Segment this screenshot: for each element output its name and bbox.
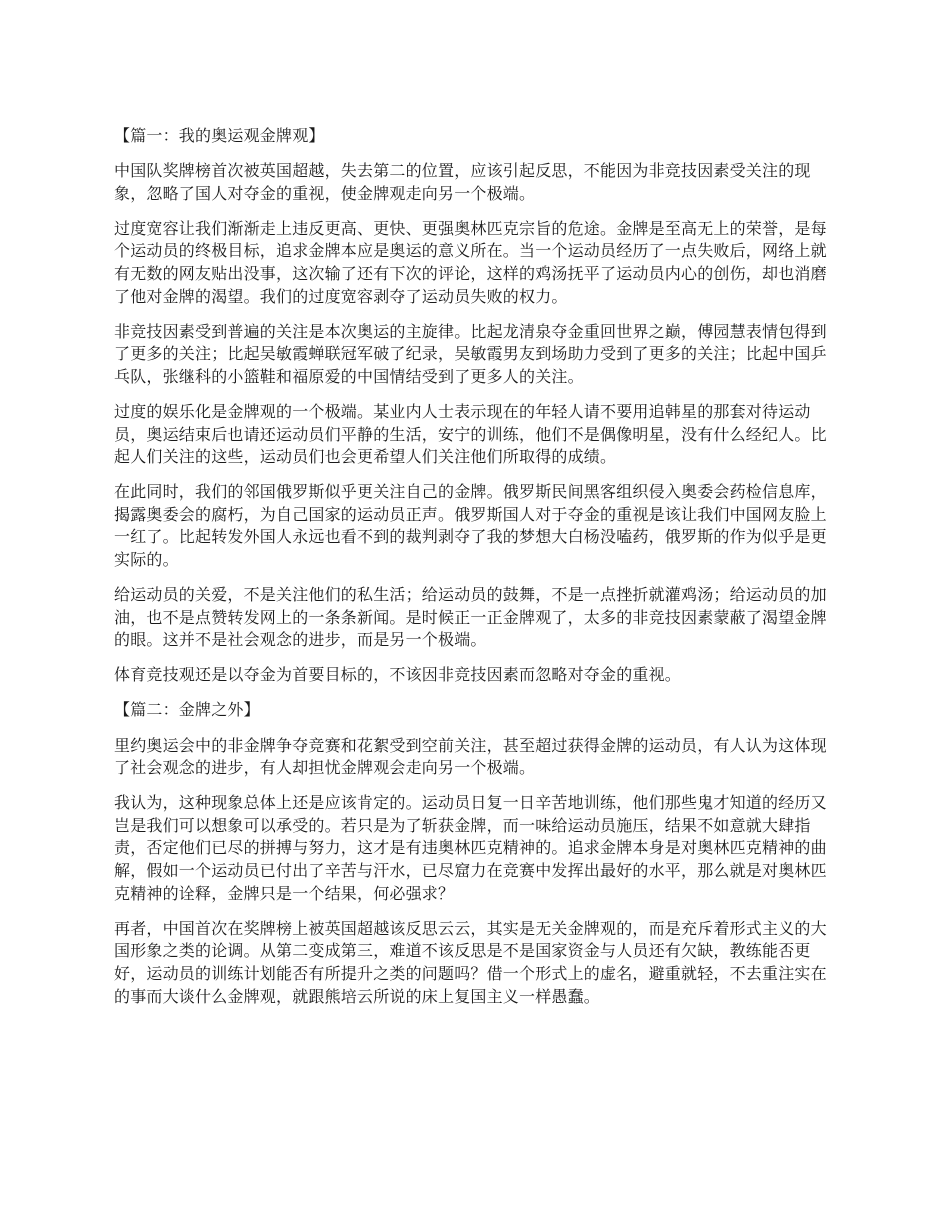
section-1-paragraph-6: 给运动员的关爱，不是关注他们的私生活；给运动员的鼓舞，不是一点挫折就灌鸡汤；给运动员的加油，也不是点赞转发网上的一条条新闻。是时候正一正金牌观了，太多的非竞技因素蒙蔽了渴望金牌的眼。这并不是社会观念的进步，而是另一个极端。	[114, 585, 827, 650]
section-1-paragraph-2: 过度宽容让我们渐渐走上违反更高、更快、更强奥林匹克宗旨的危途。金牌是至高无上的荣誉，是每个运动员的终极目标，追求金牌本应是奥运的意义所在。当一个运动员经历了一点失败后，网络上就有无数的网友贴出没事，这次输了还有下次的评论，这样的鸡汤抚平了运动员内心的创伤，却也消磨了他对金牌的渴望。我们的过度宽容剥夺了运动员失败的权力。	[114, 218, 827, 306]
section-2-paragraph-1: 里约奥运会中的非金牌争夺竞赛和花絮受到空前关注，甚至超过获得金牌的运动员，有人认为这体现了社会观念的进步，有人却担忧金牌观会走向另一个极端。	[114, 735, 827, 778]
document-page	[114, 125, 840, 1021]
section-1-paragraph-7: 体育竞技观还是以夺金为首要目标的，不该因非竞技因素而忽略对夺金的重视。	[114, 665, 682, 685]
section-1-paragraph-4: 过度的娱乐化是金牌观的一个极端。某业内人士表示现在的年轻人请不要用追韩星的那套对待运动员，奥运结束后也请还运动员们平静的生活，安宁的训练，他们不是偶像明星，没有什么经纪人。比起人们关注的这些，运动员们也会更希望人们关注他们所取得的成绩。	[114, 401, 827, 467]
section-2-paragraph-2: 我认为，这种现象总体上还是应该肯定的。运动员日复一日辛苦地训练，他们那些鬼才知道的经历又岂是我们可以想象可以承受的。若只是为了斩获金牌，而一味给运动员施压，结果不如意就大肆指责，否定他们已尽的拼搏与努力，这才是有违奥林匹克精神的。追求金牌本身是对奥林匹克精神的曲解，假如一个运动员已付出了辛苦与汗水，已尽窟力在竞赛中发挥出最好的水平，那么就是对奥林匹克精神的诠释，金牌只是一个结果，何必强求？	[114, 793, 827, 903]
section-1-heading: 【篇一：我的奥运观金牌观】	[114, 126, 325, 145]
section-1-paragraph-3: 非竞技因素受到普遍的关注是本次奥运的主旋律。比起龙清泉夺金重回世界之巅，傅园慧表情包得到了更多的关注；比起吴敏霞蝉联冠军破了纪录，吴敏霞男友到场助力受到了更多的关注；比起中国乒乓队，张继科的小篮鞋和福原爱的中国情结受到了更多人的关注。	[114, 321, 827, 386]
section-2-paragraph-3: 再者，中国首次在奖牌榜上被英国超越该反思云云，其实是无关金牌观的，而是充斥着形式主义的大国形象之类的论调。从第二变成第三，难道不该反思是不是国家资金与人员还有欠缺，教练能否更好，运动员的训练计划能否有所提升之类的问题吗？借一个形式上的虚名，避重就轻，不去重注实在的事而大谈什么金牌观，就跟熊培云所说的床上复国主义一样愚蠢。	[114, 918, 827, 1006]
section-1-paragraph-1: 中国队奖牌榜首次被英国超越，失去第二的位置，应该引起反思，不能因为非竞技因素受关注的现象，忽略了国人对夺金的重视，使金牌观走向另一个极端。	[114, 161, 811, 203]
section-2-heading: 【篇二：金牌之外】	[114, 700, 260, 720]
section-1-paragraph-5: 在此同时，我们的邻国俄罗斯似乎更关注自己的金牌。俄罗斯民间黑客组织侵入奥委会药检信息库，揭露奥委会的腐朽，为自己国家的运动员正声。俄罗斯国人对于夺金的重视是该让我们中国网友脸上一红了。比起转发外国人永远也看不到的裁判剥夺了我的梦想大白杨没嗑药，俄罗斯的作为似乎是更实际的。	[114, 482, 827, 569]
